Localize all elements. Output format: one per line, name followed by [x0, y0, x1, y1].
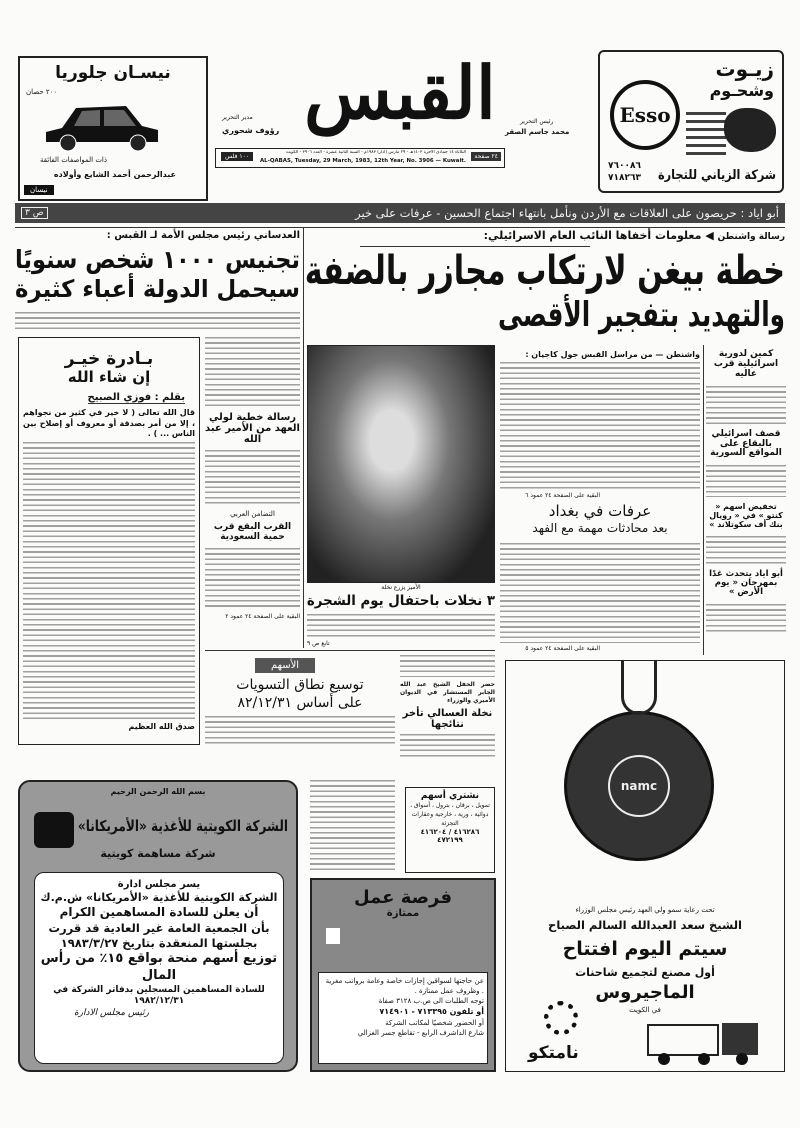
column-divider [703, 345, 704, 655]
right-story-2: قصف اسرائيلي بالبقاع على المواقع السورية [710, 428, 782, 459]
smoke-cloud-icon [724, 108, 776, 152]
tree-headline: ٣ نخلات باحتفال يوم الشجرة [306, 593, 495, 609]
main-continued: البقية على الصفحة ٢٤ عمود ٦ [525, 492, 600, 499]
notice-line-6: توزيع أسهم منحة بواقع ١٥٪ من رأس المال [40, 950, 278, 983]
date-arabic: الثلاثاء ١٤ جمادى الآخرة ١٤٠٣هـ - ٢٩ مارس (آذار) ١٩٨٣م - السنة الثانية عشرة - العدد ٣٩٠٦ - الكويت [285, 150, 466, 155]
left-headline-2: سيحمل الدولة أعباء كثيرة [15, 275, 300, 303]
shares-headline-1: توسيع نطاق التسويات [236, 677, 364, 693]
divider [15, 227, 785, 228]
column-title-2: إن شاء الله [67, 367, 151, 386]
oil-drums-icon [686, 112, 726, 156]
buy-shares-title: نشتري أسهم [420, 791, 480, 801]
dateline-bar [215, 148, 505, 168]
americana-notice [34, 872, 284, 1064]
right-story-3: تخفيض اسهم « كنتو » في « رويال بنك أف سكوتلاند » [709, 502, 783, 529]
notice-line-2: الشركة الكويتية للأغذية «الأمريكانا» ش.م.ك [40, 891, 278, 904]
baghdad-headline-2: بعد محادثات مهمة مع الفهد [532, 521, 668, 535]
tree-continued: تابع ص ٩ [307, 640, 330, 647]
gulf-label: التضامن العربي [230, 510, 275, 518]
car-image [42, 98, 162, 154]
buy-shares-phone-1: ٤١٦٢٨٦ / ٤١٦٢٠٤ [420, 828, 480, 836]
namtco-patron: تحت رعاية سمو ولي العهد رئيس مجلس الوزراء [575, 906, 715, 914]
column-divider [303, 228, 304, 648]
namtco-desc: أول مصنع لتجميع شاحنات [575, 966, 715, 979]
americana-type: شركة مساهمة كويتية [100, 847, 216, 860]
medallion-emblem [608, 755, 670, 817]
notice-line-7: للسادة المساهمين المسجلين بدفاتر الشركة في ١٩٨٢/١٢/٣١ [53, 984, 265, 1007]
aqsa-text [400, 734, 495, 758]
nissan-feature: ذات المواصفات الفائقة [40, 156, 107, 164]
kicker-text: معلومات أخفاها النائب العام الاسرائيلي: [483, 229, 702, 242]
esso-phone-2: ٧١٨٢٦٣ [608, 173, 641, 183]
crown-prince-text [205, 450, 300, 505]
aqsa-headline: نخلة العسالي تأخر نتائجها [402, 708, 493, 731]
left-story-text [15, 312, 300, 332]
shares-label: الأسهم [255, 658, 315, 673]
banner-page-ref: ص ٣ [21, 207, 48, 219]
gulf-headline: القرب البقع قرب حمية السعودية [213, 522, 292, 542]
job-phones: أو تلفون ٧١٣٣٩٥ - ٧١٤٩٠١ [379, 1007, 484, 1017]
namtco-opening: سيتم اليوم افتتاح [562, 938, 728, 960]
column-title-1: بـادرة خيـر [64, 349, 154, 369]
job-ad [310, 878, 496, 1072]
right-story-1: كمين لدورية اسرائيلية قرب عاليه [713, 349, 779, 379]
aqsa-column [400, 655, 495, 783]
notice-line-1: يسر مجلس ادارة [117, 879, 201, 890]
mid-text-2 [310, 780, 395, 870]
emblem-text: namc [620, 779, 658, 793]
column-byline: بقلم : فوزي الصبيح [87, 392, 185, 404]
medallion-icon [564, 711, 714, 861]
namtco-place: في الكويت [629, 1006, 661, 1014]
gear-logo-icon [544, 1001, 578, 1035]
column-lead: قال الله تعالى ( لا خير في كثير من نجواهم ، إلا من أمر بصدقة أو معروف أو إصلاح بين الناس ... ) . [23, 408, 195, 438]
shares-text [205, 716, 395, 746]
nissan-dealer: عبدالرحمن أحمد الشايع وأولاده [53, 170, 176, 179]
right-story-4: أبو اياد يتحدث غدًا بمهرجان « يوم الأرض » [709, 568, 783, 598]
esso-logo [610, 80, 680, 150]
divider [360, 246, 590, 247]
job-body-2: توجه الطلبات الى ص.ب ٣١٢٨ صفاة [378, 997, 484, 1006]
esso-phone-1: ٧٦٠٠٨٦ [608, 161, 641, 171]
left-mid-text [205, 337, 300, 407]
esso-line2: وشحـوم [709, 81, 774, 100]
tree-body-text [400, 655, 495, 677]
baghdad-text [500, 543, 700, 643]
americana-logo-icon [34, 812, 74, 848]
namtco-name: الشيخ سعد العبدالله السالم الصباح [548, 918, 742, 932]
news-photo [307, 345, 495, 583]
job-title: فرصة عمل [354, 887, 452, 908]
esso-company: شركة الزياني للتجارة [657, 167, 776, 183]
medallion-ring-icon [621, 661, 657, 715]
buy-shares-body: تمويل ، برقان ، بترول ، أسواق ، دوائية ، ورية ، خارجية وعقارات التجزئة [410, 802, 490, 827]
nissan-note: ٢٠٠ حصان [26, 88, 58, 96]
americana-ad [18, 780, 298, 1072]
notice-line-5: بجلستها المنعقدة بتاريخ ١٩٨٣/٣/٢٧ [60, 935, 258, 950]
main-story-text [500, 362, 700, 490]
price: ١٠٠ فلس [221, 152, 253, 161]
gulf-continued: البقية على الصفحة ٢٤ عمود ٢ [225, 612, 300, 620]
namtco-brand: الماجيروس [595, 982, 695, 1003]
editor-in-chief-label: رئيس التحرير [520, 118, 554, 125]
managing-editor-label: مدير التحرير [222, 114, 253, 121]
k-logo-icon [326, 928, 340, 944]
managing-editor: رؤوف شحوري [222, 126, 280, 135]
editor-in-chief: محمد جاسم الصقر [505, 128, 570, 136]
baghdad-headline-1: عرفات في بغداد [548, 502, 652, 520]
job-body-3: أو الحضور شخصيًا لمكاتب الشركة [385, 1019, 484, 1028]
notice-line-4: بأن الجمعية العامة غير العادية قد قررت [48, 920, 270, 935]
main-headline-1: خطة بيغن لارتكاب مجازر بالضفة [304, 248, 785, 294]
left-mid-column [205, 337, 300, 645]
esso-logo-text: Esso [619, 103, 671, 127]
tree-text [307, 614, 495, 638]
truck-icon [644, 1019, 764, 1067]
nissan-ad [18, 56, 208, 201]
notice-line-3: أن يعلن للسادة المساهمين الكرام [59, 905, 259, 920]
basmala: بسم الله الرحمن الرحيم [110, 787, 206, 796]
nissan-title: نيسـان جلوريا [55, 63, 171, 83]
right-story-1-text [706, 386, 786, 424]
top-banner [15, 203, 785, 223]
nissan-brand: نيسان [24, 185, 54, 195]
right-column [706, 350, 786, 652]
column-closing: صدق الله العظيم [128, 722, 195, 732]
namtco-ad [505, 660, 785, 1072]
column-text [23, 442, 195, 722]
photo-caption: الأمير يزرع نخلة [381, 584, 421, 591]
americana-company: الشركة الكويتية للأغذية «الأمريكانا» [77, 817, 288, 835]
shares-headline-2: على أساس ٨٢/١٢/٣١ [237, 695, 363, 711]
left-headline-1: تجنيس ١٠٠٠ شخص سنويًا [15, 245, 300, 274]
date-english: AL-QABAS, Tuesday, 29 March, 1983, 12th Year, No. 3906 — Kuwait. [260, 158, 466, 164]
crown-prince-headline: رسالة خطية لولي العهد من الأمير عبد الله [205, 412, 300, 445]
buy-shares-ad [405, 787, 495, 873]
divider [205, 650, 495, 651]
main-headline-2: والتهديد بتفجير الأقصى [497, 295, 785, 335]
banner-text: أبو اياد : حريصون على العلاقات مع الأردن ونأمل بانتهاء اجتماع الحسين - عرفات على خير [355, 206, 779, 220]
esso-line1: زيـوت [715, 57, 774, 81]
left-kicker: العدساني رئيس مجلس الأمة لـ القبس : [106, 230, 300, 241]
pages-count: ٢٤ صفحة [471, 152, 501, 161]
job-address: شارع الداشرف الرابع - تقاطع جسر الغزالي [357, 1029, 484, 1038]
notice-signature: رئيس مجلس الادارة [73, 1007, 149, 1018]
kicker-label: رسالة واشنطن [717, 232, 785, 242]
main-dateline: واشنطن — من مراسل القبس جول كاجيان : [525, 350, 700, 359]
buy-shares-phone-2: ٤٧٢١٩٩ [437, 836, 463, 844]
right-story-2-text [706, 465, 786, 497]
namtco-company: نامتكو [528, 1043, 579, 1063]
main-kicker: رسالة واشنطن ◀ معلومات أخفاها النائب العام الاسرائيلي: [483, 229, 785, 242]
right-story-4-text [706, 604, 786, 634]
job-sub: ممتازة [386, 907, 420, 919]
baghdad-continued: البقية على الصفحة ٢٤ عمود ٥ [525, 645, 600, 652]
aqsa-by: حضر الحفل الشيخ عبد الله الجابر المستشار في الديوان الأميري والوزراء [400, 681, 495, 704]
gulf-text [205, 548, 300, 608]
column-box [18, 337, 200, 745]
esso-ad [598, 50, 784, 193]
right-story-3-text [706, 536, 786, 564]
masthead-logo: القبس [304, 50, 496, 135]
job-body-1: عن حاجتها لسواقين إجازات خاصة وعامة برواتب مغرية . وظروف عمل ممتازة . [325, 977, 484, 996]
job-details [318, 972, 488, 1064]
